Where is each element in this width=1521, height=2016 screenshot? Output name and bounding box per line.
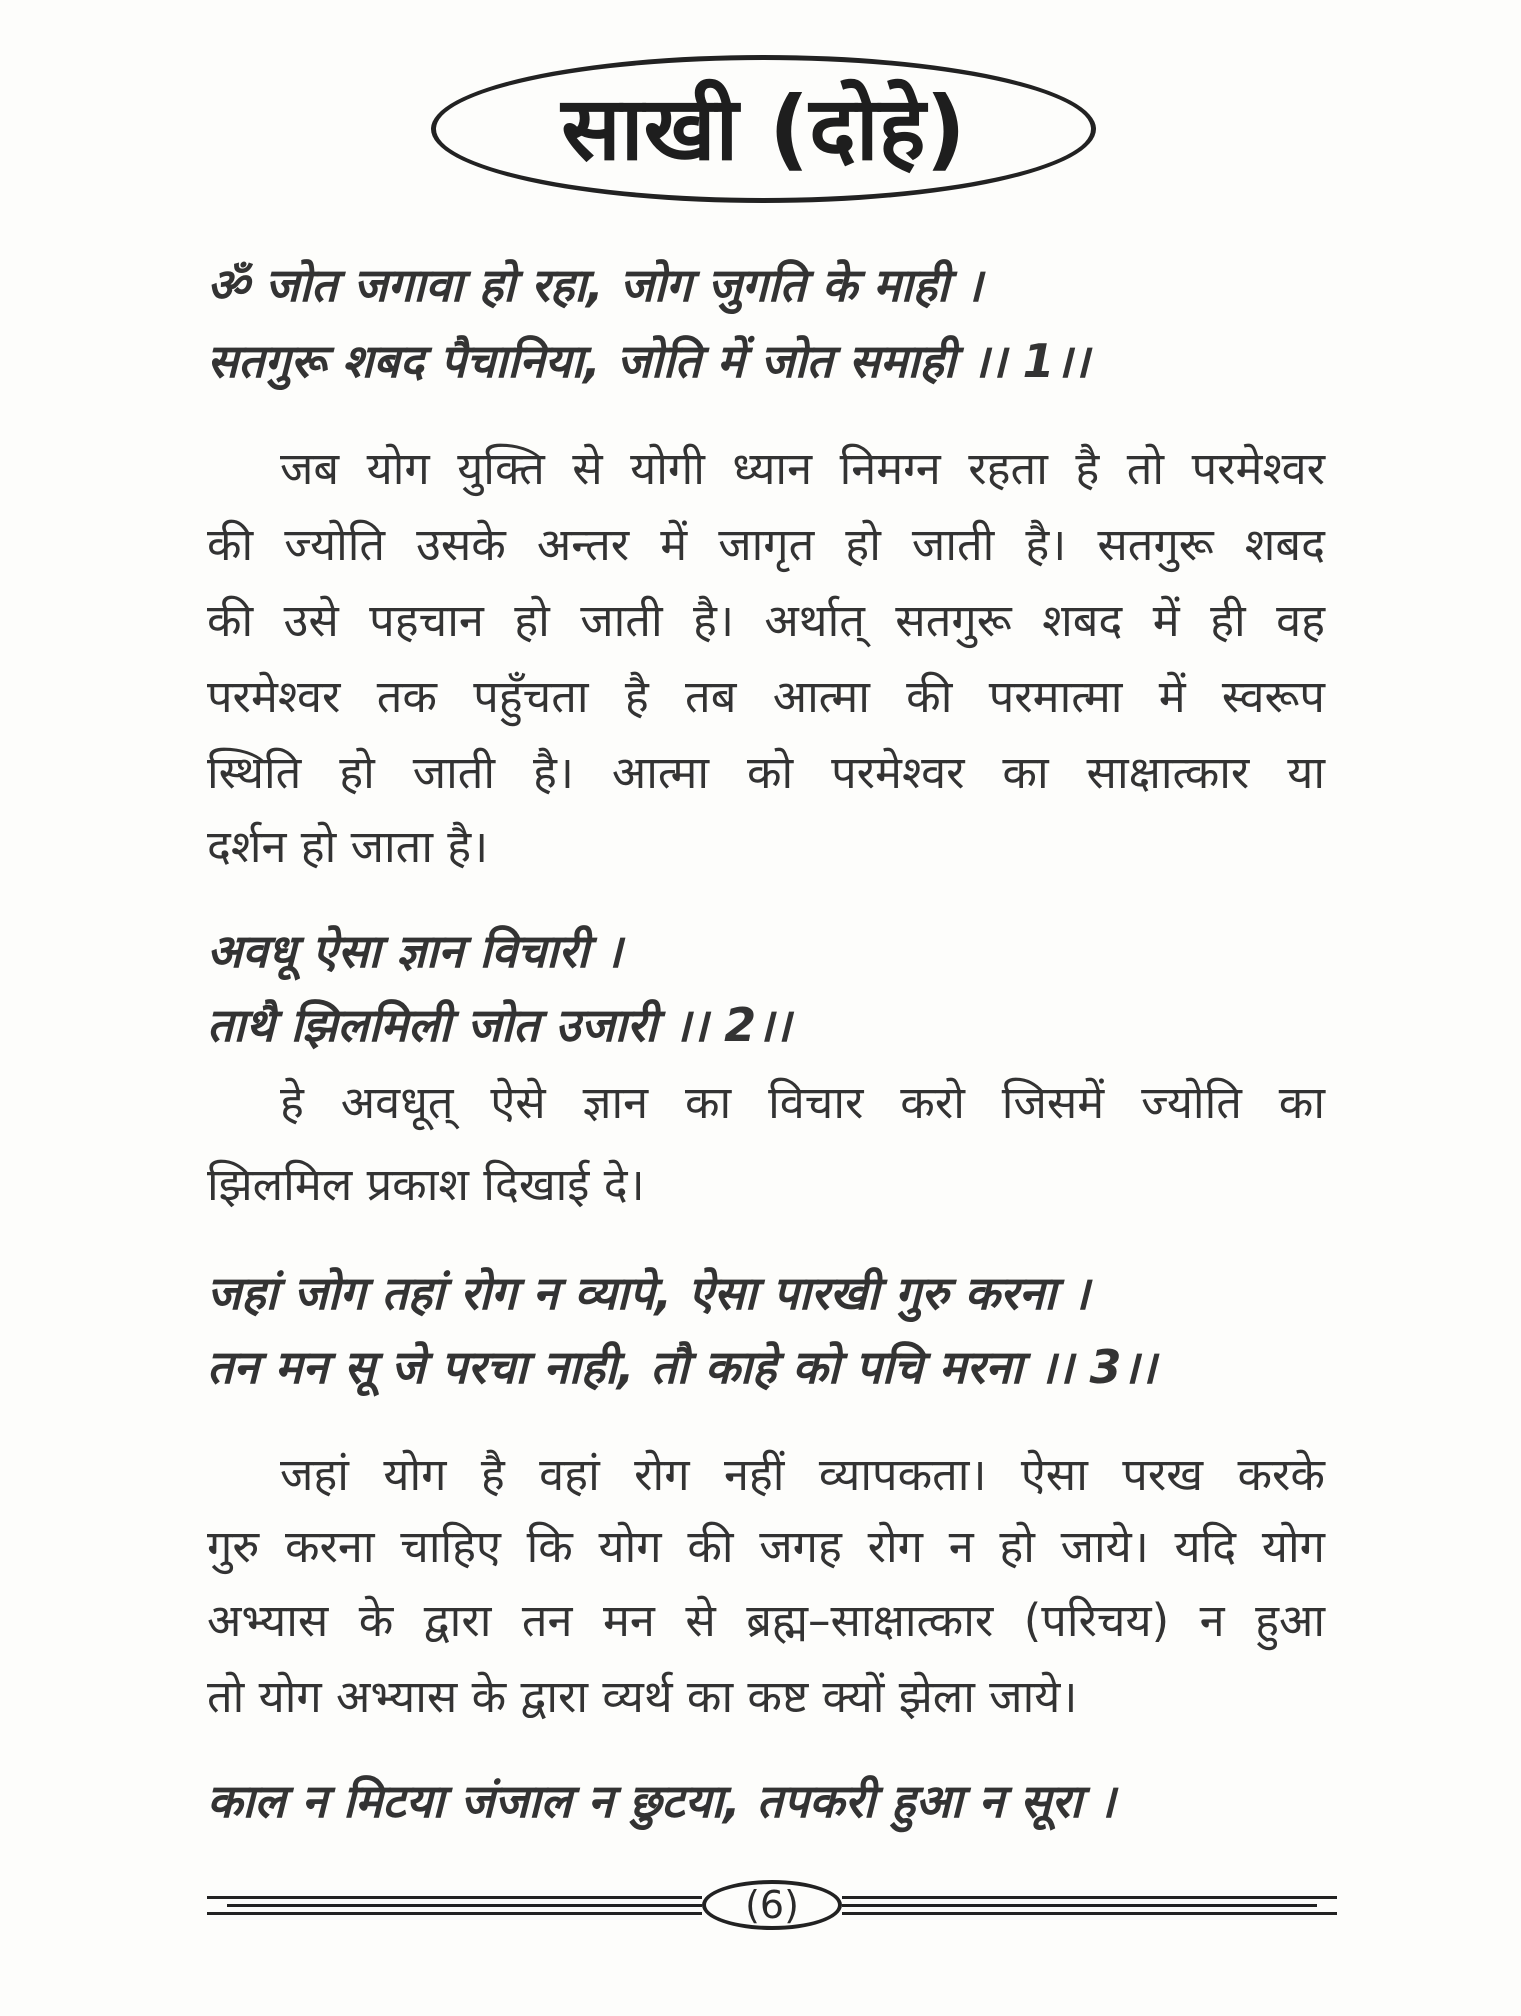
meaning-1-line-2: की ज्योति उसके अन्तर में जागृत हो जाती है। सतगुरू शबद xyxy=(207,518,1325,571)
meaning-1-line-4: परमेश्वर तक पहुँचता है तब आत्मा की परमात्मा में स्वरूप xyxy=(207,670,1325,723)
meaning-3-line-4: तो योग अभ्यास के द्वारा व्यर्थ का कष्ट क्यों झेला जाये। xyxy=(207,1670,1078,1723)
verse-4-line-1: काल न मिटया जंजाल न छुटया, तपकरी हुआ न सूरा । xyxy=(207,1774,1116,1828)
verse-3-line-2: तन मन सू जे परचा नाही, तौ काहे को पचि मरना ।। 3।। xyxy=(207,1340,1157,1394)
title-oval xyxy=(431,55,1096,203)
meaning-1-line-3: की उसे पहचान हो जाती है। अर्थात् सतगुरू शबद में ही वह xyxy=(207,594,1325,647)
page-footer xyxy=(207,1880,1337,1930)
footer-rule-left xyxy=(207,1896,702,1899)
page-number: (6) xyxy=(702,1880,842,1930)
page-title: साखी (दोहे) xyxy=(561,77,966,180)
meaning-1-line-6: दर्शन हो जाता है। xyxy=(207,820,489,873)
verse-1-line-1: ॐ जोत जगावा हो रहा, जोग जुगति के माही । xyxy=(207,258,983,312)
footer-rule-right xyxy=(842,1896,1337,1899)
meaning-3-line-1: जहां योग है वहां रोग नहीं व्यापकता। ऐसा परख करके xyxy=(280,1448,1325,1501)
meaning-2-line-1: हे अवधूत् ऐसे ज्ञान का विचार करो जिसमें ज्योति का xyxy=(280,1076,1325,1129)
meaning-2-line-2: झिलमिल प्रकाश दिखाई दे। xyxy=(207,1158,645,1211)
meaning-3-line-3: अभ्यास के द्वारा तन मन से ब्रह्म–साक्षात्कार (परिचय) न हुआ xyxy=(207,1594,1325,1647)
footer-rule-right-2 xyxy=(842,1904,1317,1907)
verse-2-line-1: अवधू ऐसा ज्ञान विचारी । xyxy=(207,924,623,978)
verse-2-line-2: ताथै झिलमिली जोत उजारी ।। 2।। xyxy=(207,998,791,1052)
verse-3-line-1: जहां जोग तहां रोग न व्यापे, ऐसा पारखी गुरु करना । xyxy=(207,1266,1090,1320)
footer-rule-left-2 xyxy=(227,1904,702,1907)
verse-1-line-2: सतगुरू शबद पैचानिया, जोति में जोत समाही ।। 1।। xyxy=(207,334,1090,388)
meaning-1-line-5: स्थिति हो जाती है। आत्मा को परमेश्वर का साक्षात्कार या xyxy=(207,746,1325,799)
footer-rule-right-3 xyxy=(842,1912,1337,1915)
meaning-1-line-1: जब योग युक्ति से योगी ध्यान निमग्न रहता है तो परमेश्वर xyxy=(280,442,1325,495)
meaning-3-line-2: गुरु करना चाहिए कि योग की जगह रोग न हो जाये। यदि योग xyxy=(207,1520,1325,1573)
footer-rule-left-3 xyxy=(207,1912,702,1915)
